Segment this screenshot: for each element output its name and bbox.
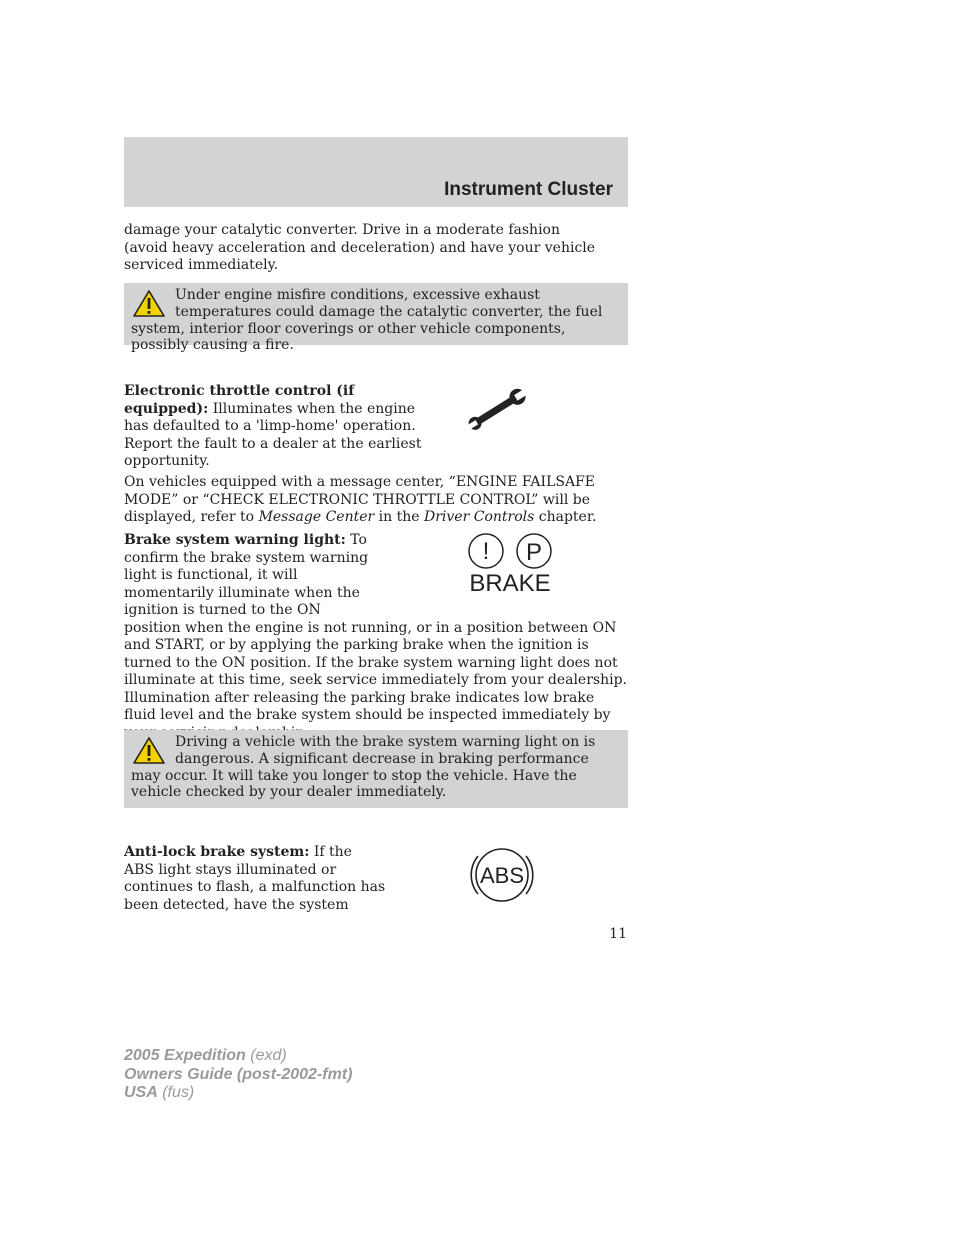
section-header-band bbox=[124, 137, 628, 207]
etc-body: Illuminates when the engine has defaulted to a 'limp-home' operation. Report the fault to a dealer at the earliest opportunity. bbox=[124, 400, 422, 469]
footer-model-code: (exd) bbox=[245, 1047, 287, 1064]
footer-guide: Owners Guide (post-2002-fmt) bbox=[124, 1065, 353, 1083]
warning-triangle-icon bbox=[132, 289, 166, 319]
section-title: Instrument Cluster bbox=[444, 179, 613, 200]
message-center-paragraph bbox=[124, 474, 604, 527]
page-number: 11 bbox=[609, 926, 627, 942]
brake-warning-icon bbox=[462, 531, 558, 595]
abs-warning-icon bbox=[462, 844, 542, 906]
abs-heading: Anti-lock brake system: bbox=[124, 844, 310, 860]
footer-market-code: (fus) bbox=[157, 1084, 195, 1101]
abs-paragraph bbox=[124, 844, 386, 914]
footer-line-2 bbox=[124, 1066, 352, 1085]
footer-line-1 bbox=[124, 1047, 352, 1066]
brake-park-label: P bbox=[525, 539, 543, 566]
etc-paragraph bbox=[124, 383, 424, 471]
warning-box-brake bbox=[124, 730, 628, 808]
message-center-ref: Message Center bbox=[258, 509, 375, 525]
intro-paragraph: damage your catalytic converter. Drive in a moderate fashion (avoid heavy acceleration and deceleration) and have your vehicle serviced immediately. bbox=[124, 222, 596, 273]
footer-model: 2005 Expedition bbox=[124, 1047, 246, 1064]
message-center-text-3: chapter. bbox=[534, 509, 597, 525]
wrench-icon bbox=[464, 384, 532, 434]
footer-line-3 bbox=[124, 1084, 352, 1103]
warning-triangle-icon bbox=[132, 736, 166, 766]
warning-text: Driving a vehicle with the brake system warning light on is dangerous. A significant decrease in braking performance may occur. It will take you longer to stop the vehicle. Have the vehicle checked by your dealer immediately. bbox=[131, 734, 596, 801]
abs-body: If the ABS light stays illuminated or continues to flash, a malfunction has been detected, have the system bbox=[124, 844, 386, 913]
etc-heading: Electronic throttle control (if equipped): bbox=[124, 383, 355, 417]
document-footer bbox=[124, 1047, 352, 1103]
brake-word-label: BRAKE bbox=[469, 570, 551, 595]
warning-text: Under engine misfire conditions, excessive exhaust temperatures could damage the catalytic converter, the fuel system, interior floor coverings or other vehicle components, possibly causing a fire. bbox=[131, 287, 603, 354]
message-center-text-1: On vehicles equipped with a message center, “ENGINE FAILSAFE MODE” or “CHECK ELECTRONIC THROTTLE CONTROL” will be displayed, refer to bbox=[124, 474, 595, 525]
brake-heading: Brake system warning light: bbox=[124, 532, 346, 548]
footer-market: USA bbox=[124, 1084, 158, 1101]
brake-exclaim-label: ! bbox=[482, 538, 490, 565]
brake-body: To confirm the brake system warning light is functional, it will momentarily illuminate when the ignition is turned to the ON position when the engine is not running, or in a position between ON and START, or by applying the parking brake when the ignition is turned to the ON position. If the brake system warning light does not illuminate at this time, seek service immediately from your dealership. Illumination after releasing the parking brake indicates low brake fluid level and the brake system should be inspected immediately by bbox=[124, 532, 627, 723]
driver-controls-ref: Driver Controls bbox=[424, 509, 535, 525]
warning-box-catalytic bbox=[124, 283, 628, 354]
message-center-text-2: in the bbox=[374, 509, 424, 525]
abs-label: ABS bbox=[479, 863, 525, 888]
